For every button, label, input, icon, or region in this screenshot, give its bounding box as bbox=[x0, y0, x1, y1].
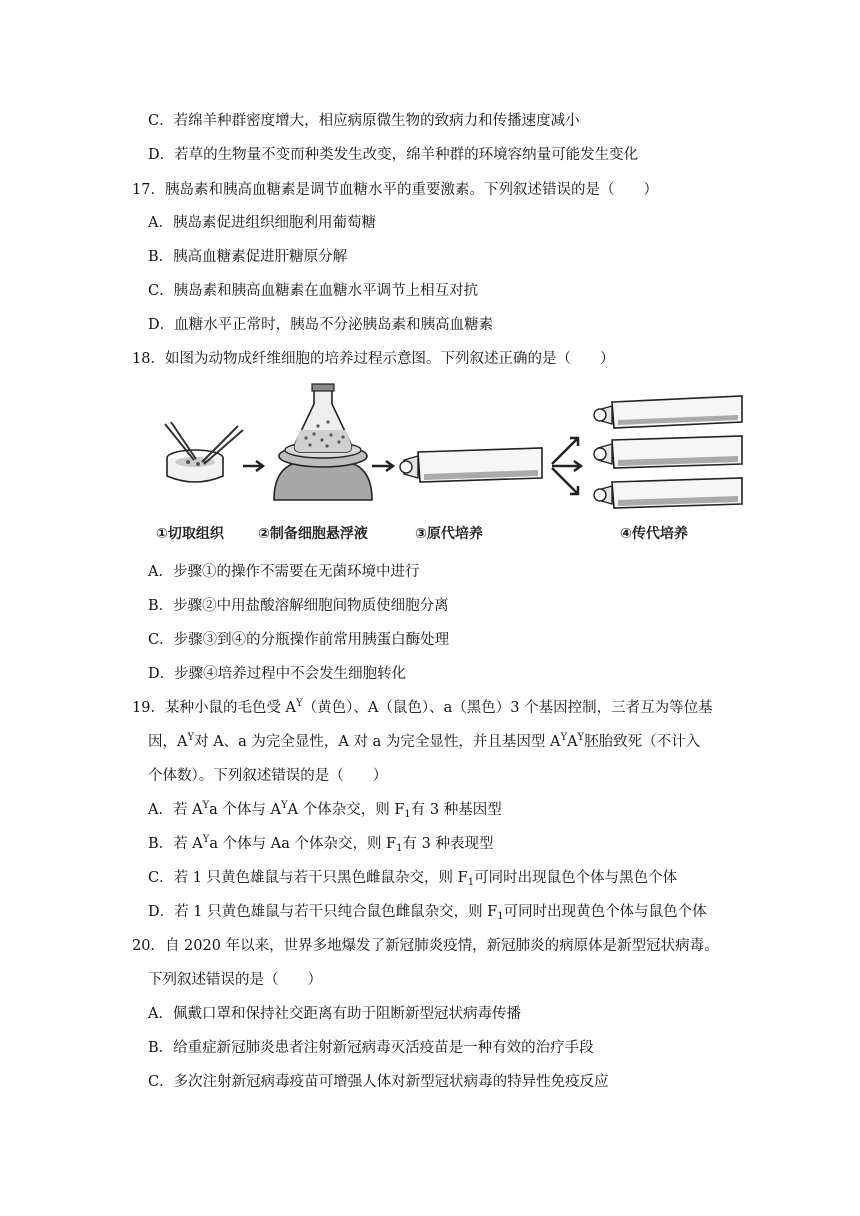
q16-option-d: D．若草的生物量不变而种类发生改变，绵羊种群的环境容纳量可能发生变化 bbox=[148, 147, 639, 163]
q19-option-c: C．若 1 只黄色雄鼠与若干只黑色雌鼠杂交，则 $F_1$可同时出现鼠色个体与黑色个体 bbox=[148, 870, 678, 888]
q16-option-c: C．若绵羊种群密度增大，相应病原微生物的致病力和传播速度减小 bbox=[148, 113, 580, 129]
figure-label-1: ①切取组织 bbox=[156, 526, 224, 542]
subculture-flask-icon bbox=[594, 396, 742, 428]
q20-option-a: A．佩戴口罩和保持社交距离有助于阻断新型冠状病毒传播 bbox=[148, 1006, 521, 1022]
q19-option-d: D．若 1 只黄色雄鼠与若干只纯合鼠色雌鼠杂交，则 $F_1$可同时出现黄色个体与鼠色个体 bbox=[148, 904, 707, 922]
q20-option-b: B．给重症新冠肺炎患者注射新冠病毒灭活疫苗是一种有效的治疗手段 bbox=[148, 1040, 594, 1056]
q20-stem-line1: 20．自 2020 年以来，世界多地爆发了新冠肺炎疫情，新冠肺炎的病原体是新型冠状病毒。 bbox=[132, 938, 719, 954]
figure-label-2: ②制备细胞悬浮液 bbox=[258, 526, 368, 542]
arrow-icon bbox=[552, 438, 578, 464]
q20-option-c: C．多次注射新冠病毒疫苗可增强人体对新型冠状病毒的特异性免疫反应 bbox=[148, 1074, 609, 1090]
q19-stem-line3: 个体数）。下列叙述错误的是（ ） bbox=[148, 768, 388, 784]
figure-label-4: ④传代培养 bbox=[620, 526, 688, 542]
q17-option-a: A．胰岛素促进组织细胞利用葡萄糖 bbox=[148, 215, 376, 231]
arrow-icon bbox=[372, 461, 393, 471]
tissue-dish-icon bbox=[165, 422, 243, 482]
q18-stem: 18．如图为动物成纤维细胞的培养过程示意图。下列叙述正确的是（ ） bbox=[132, 351, 615, 367]
subculture-flask-icon bbox=[594, 478, 742, 508]
arrow-icon bbox=[552, 468, 578, 494]
q18-option-c: C．步骤③到④的分瓶操作前常用胰蛋白酶处理 bbox=[148, 632, 450, 648]
q17-option-c: C．胰岛素和胰高血糖素在血糖水平调节上相互对抗 bbox=[148, 283, 479, 299]
q19-option-b: B．若 $A^Ya$ 个体与 Aa 个体杂交，则 $F_1$有 3 种表现型 bbox=[148, 834, 494, 854]
cell-culture-figure bbox=[150, 382, 750, 548]
q17-option-b: B．胰高血糖素促进肝糖原分解 bbox=[148, 249, 348, 265]
q19-option-a: A．若 $A^Ya$ 个体与 $A^YA$ 个体杂交，则 $F_1$有 3 种基因型 bbox=[148, 800, 502, 820]
flask-stirrer-icon bbox=[274, 384, 372, 500]
q18-option-a: A．步骤①的操作不需要在无菌环境中进行 bbox=[148, 564, 420, 580]
q19-stem-line2: 因，$A^Y$对 A、a 为完全显性，A 对 a 为完全显性，并且基因型 $A^YA^Y$胚胎致死（不计入 bbox=[148, 732, 701, 750]
q20-stem-line2: 下列叙述错误的是（ ） bbox=[148, 972, 322, 988]
figure-label-3: ③原代培养 bbox=[415, 526, 483, 542]
primary-culture-flask-icon bbox=[400, 448, 542, 482]
q18-option-b: B．步骤②中用盐酸溶解细胞间物质使细胞分离 bbox=[148, 598, 449, 614]
q19-stem-line1: 19．某种小鼠的毛色受 $A^Y$（黄色）、A（鼠色）、a（黑色）3 个基因控制，三者互为等位基 bbox=[132, 698, 713, 716]
q17-stem: 17．胰岛素和胰高血糖素是调节血糖水平的重要激素。下列叙述错误的是（ ） bbox=[132, 182, 658, 198]
subculture-flask-icon bbox=[594, 436, 742, 468]
q17-option-d: D．血糖水平正常时，胰岛不分泌胰岛素和胰高血糖素 bbox=[148, 317, 494, 333]
q18-option-d: D．步骤④培养过程中不会发生细胞转化 bbox=[148, 666, 407, 682]
arrow-icon bbox=[552, 461, 581, 471]
arrow-icon bbox=[243, 461, 263, 471]
